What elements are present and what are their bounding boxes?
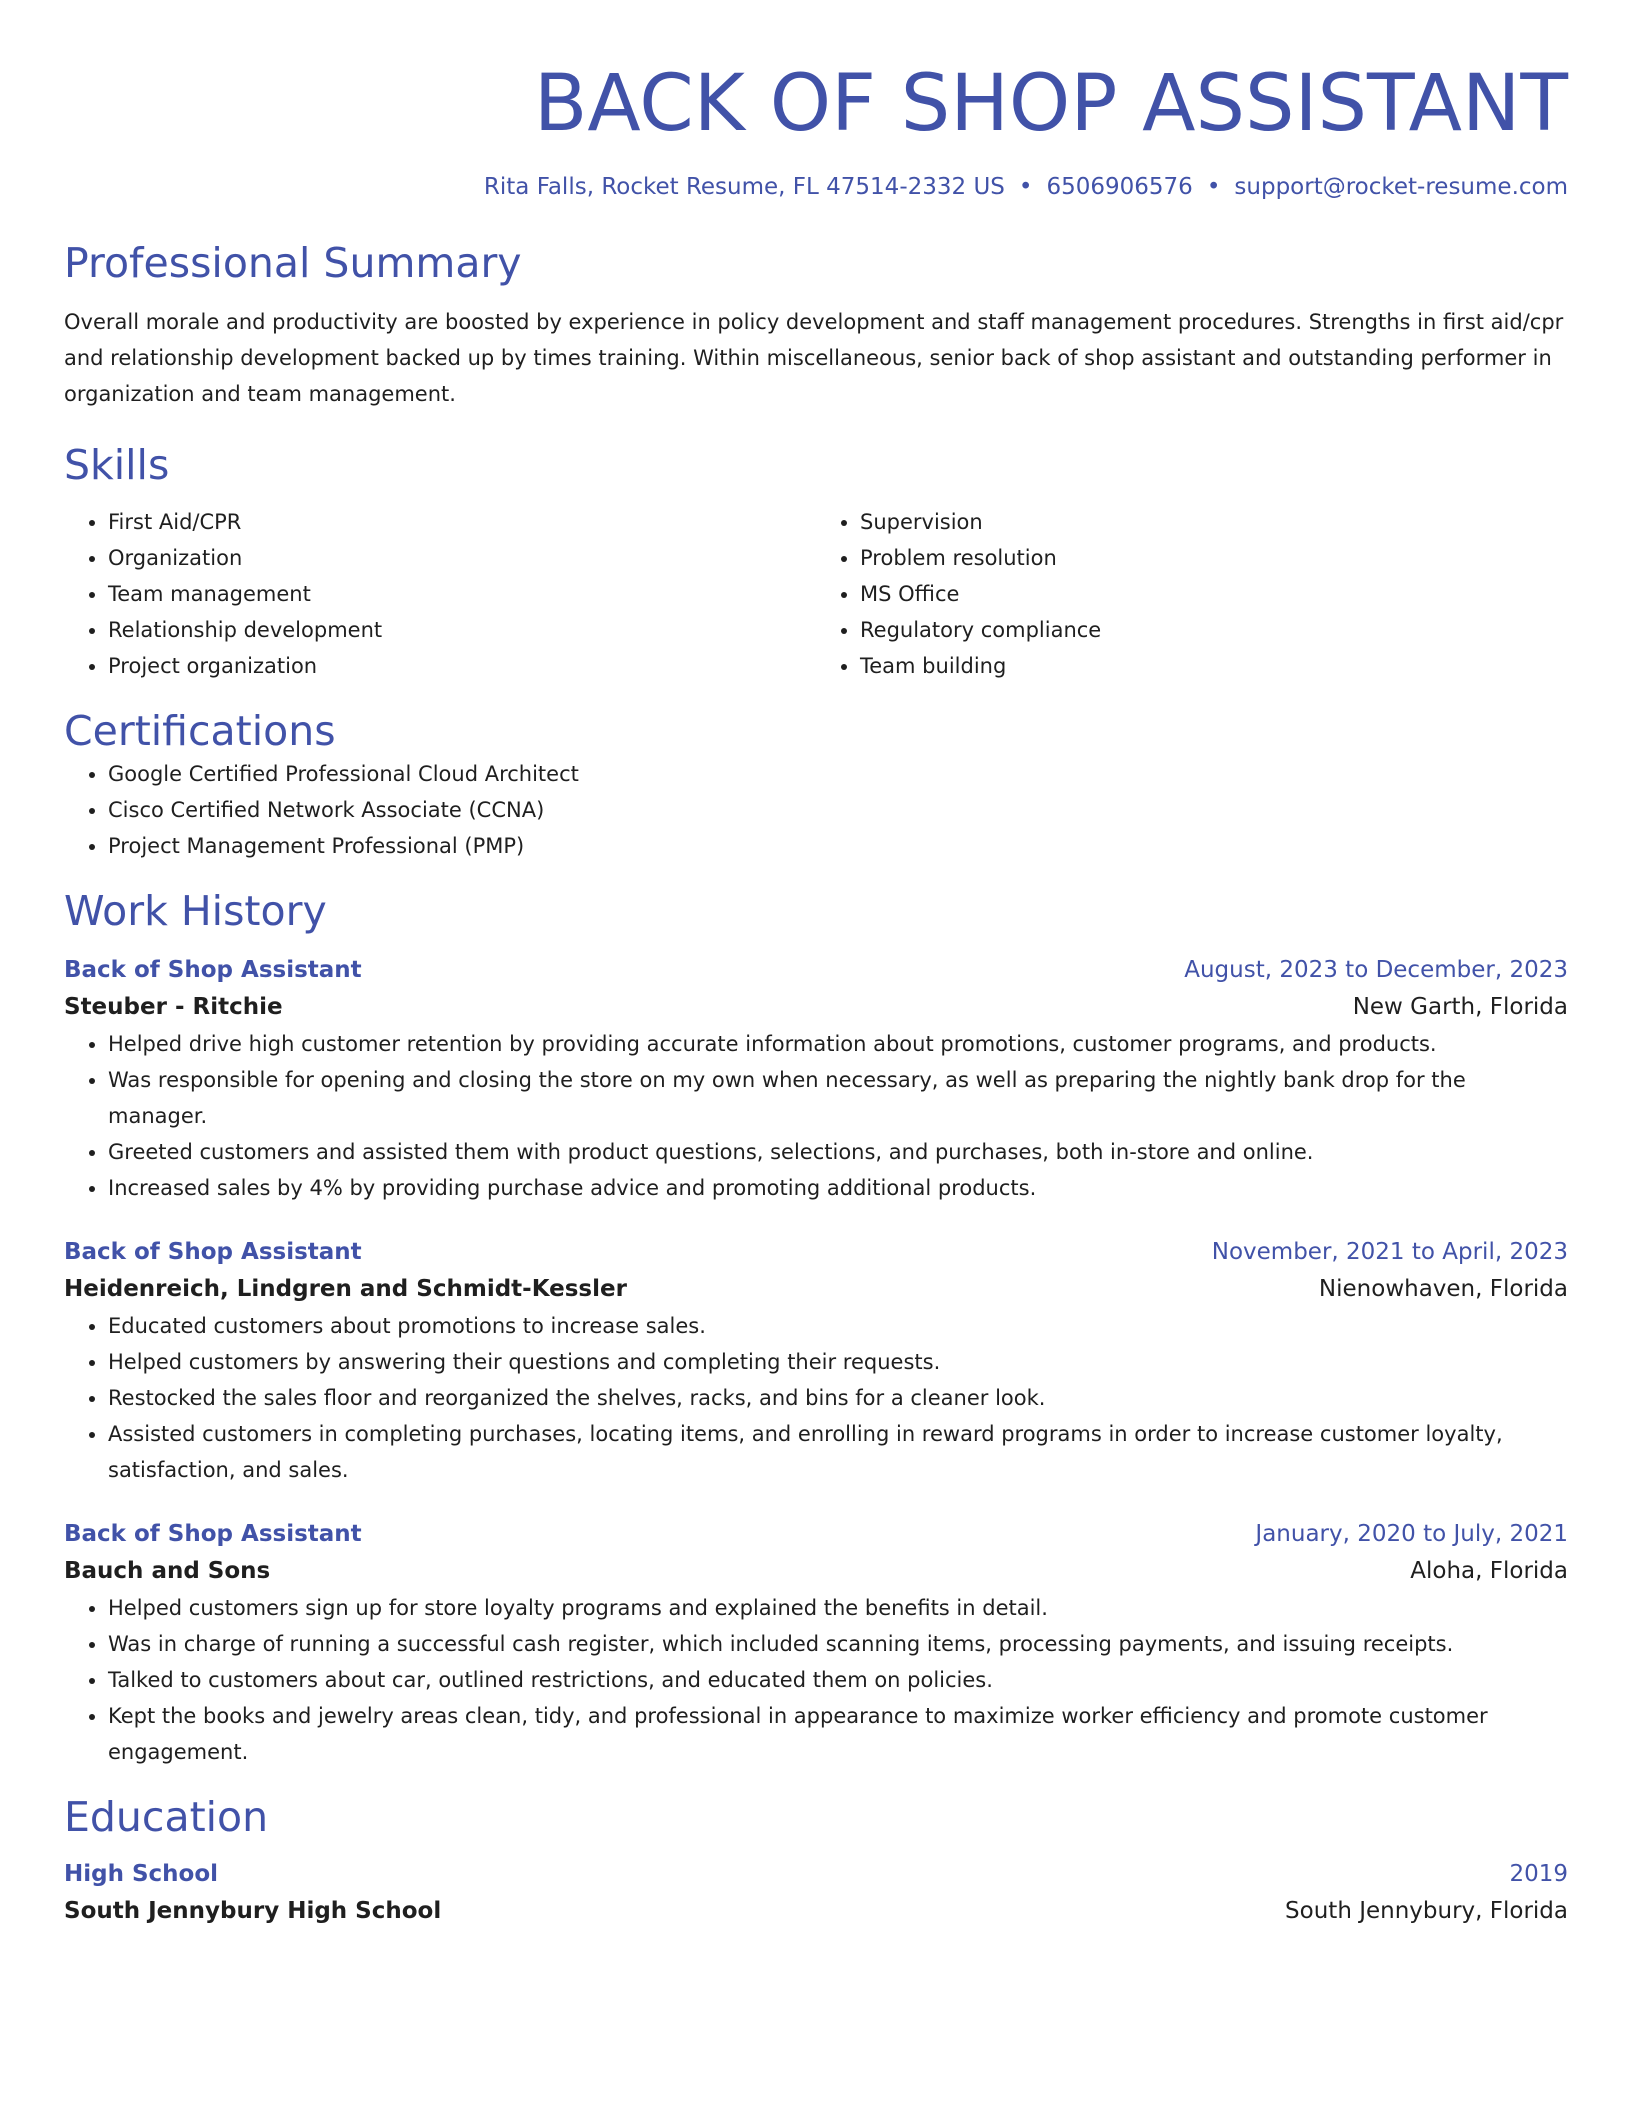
skills-list-left (64, 504, 816, 684)
job-bullet: • Kept the books and jewelry areas clean, tidy, and professional in appearance to maximize worker efficiency and promote customer engagement. (108, 1698, 1568, 1770)
job-company: Steuber - Ritchie (64, 994, 283, 1020)
skills-grid (64, 504, 1568, 684)
job-bullet: • Restocked the sales floor and reorganized the shelves, racks, and bins for a cleaner look. (108, 1380, 1568, 1416)
skill-item: • Organization (108, 540, 816, 576)
skill-item: • Project organization (108, 648, 816, 684)
skill-item: • Team building (860, 648, 1568, 684)
skill-item: • First Aid/CPR (108, 504, 816, 540)
certification-item: • Project Management Professional (PMP) (108, 828, 1568, 864)
job-title: Back of Shop Assistant (64, 1239, 362, 1265)
skill-item: • Regulatory compliance (860, 612, 1568, 648)
education-heading: Education (64, 1793, 269, 1841)
skill-item: • MS Office (860, 576, 1568, 612)
certifications-heading: Certifications (64, 707, 336, 755)
job-bullet: • Helped customers by answering their questions and completing their requests. (108, 1344, 1568, 1380)
work-history-heading: Work History (64, 887, 327, 935)
job-company: Bauch and Sons (64, 1558, 271, 1584)
education-school: South Jennybury High School (64, 1898, 442, 1924)
job-dates: November, 2021 to April, 2023 (1211, 1239, 1568, 1265)
skills-heading: Skills (64, 441, 170, 489)
summary-text: Overall morale and productivity are boosted by experience in policy development and staff management procedures. Strengths in first aid/cpr and relationship development backed up by times training. Within miscellaneous, senior back of shop assistant and outstanding performer in organization and team management. (64, 310, 1564, 406)
education-degree: High School (64, 1861, 219, 1887)
job-dates: August, 2023 to December, 2023 (1184, 957, 1568, 983)
job-bullet: • Was in charge of running a successful cash register, which included scanning items, processing payments, and issuing receipts. (108, 1626, 1568, 1662)
job-bullet: • Talked to customers about car, outlined restrictions, and educated them on policies. (108, 1662, 1568, 1698)
job-entry (64, 952, 1568, 1206)
summary-heading: Professional Summary (64, 239, 522, 287)
skill-item: • Supervision (860, 504, 1568, 540)
contact-line (64, 172, 1568, 202)
job-entry (64, 1234, 1568, 1488)
job-bullets (64, 1026, 1568, 1206)
job-bullet: • Assisted customers in completing purchases, locating items, and enrolling in reward programs in order to increase customer loyalty, satisfaction, and sales. (108, 1416, 1568, 1488)
job-title: Back of Shop Assistant (64, 1521, 362, 1547)
job-bullet: • Increased sales by 4% by providing purchase advice and promoting additional products. (108, 1170, 1568, 1206)
job-bullets (64, 1590, 1568, 1770)
job-bullets (64, 1308, 1568, 1488)
job-title: Back of Shop Assistant (64, 957, 362, 983)
job-location: New Garth, Florida (1352, 994, 1568, 1020)
skill-item: • Team management (108, 576, 816, 612)
certification-item: • Cisco Certified Network Associate (CCNA) (108, 792, 1568, 828)
contact-separator: • (1206, 174, 1221, 200)
job-dates: January, 2020 to July, 2021 (1255, 1521, 1568, 1547)
certification-item: • Google Certified Professional Cloud Architect (108, 756, 1568, 792)
job-bullet: • Greeted customers and assisted them with product questions, selections, and purchases, both in-store and online. (108, 1134, 1568, 1170)
contact-phone: 6506906576 (1046, 174, 1193, 200)
education-year: 2019 (1509, 1861, 1568, 1887)
skill-item: • Relationship development (108, 612, 816, 648)
job-bullet: • Helped drive high customer retention by providing accurate information about promotions, customer programs, and products. (108, 1026, 1568, 1062)
contact-separator: • (1018, 174, 1033, 200)
job-bullet: • Educated customers about promotions to increase sales. (108, 1308, 1568, 1344)
job-location: Aloha, Florida (1410, 1558, 1568, 1584)
education-entry (64, 1856, 1568, 1930)
job-bullet: • Helped customers sign up for store loyalty programs and explained the benefits in detail. (108, 1590, 1568, 1626)
job-location: Nienowhaven, Florida (1318, 1276, 1568, 1302)
skills-list-right (816, 504, 1568, 684)
certifications-list (64, 756, 1568, 864)
resume-title: BACK OF SHOP ASSISTANT (533, 59, 1568, 149)
education-location: South Jennybury, Florida (1285, 1898, 1568, 1924)
contact-email: support@rocket-resume.com (1234, 174, 1568, 200)
skill-item: • Problem resolution (860, 540, 1568, 576)
job-bullet: • Was responsible for opening and closing the store on my own when necessary, as well as preparing the nightly bank drop for the manager. (108, 1062, 1568, 1134)
contact-address: Rita Falls, Rocket Resume, FL 47514-2332 US (483, 174, 1005, 200)
job-company: Heidenreich, Lindgren and Schmidt-Kessler (64, 1276, 627, 1302)
job-entry (64, 1516, 1568, 1770)
